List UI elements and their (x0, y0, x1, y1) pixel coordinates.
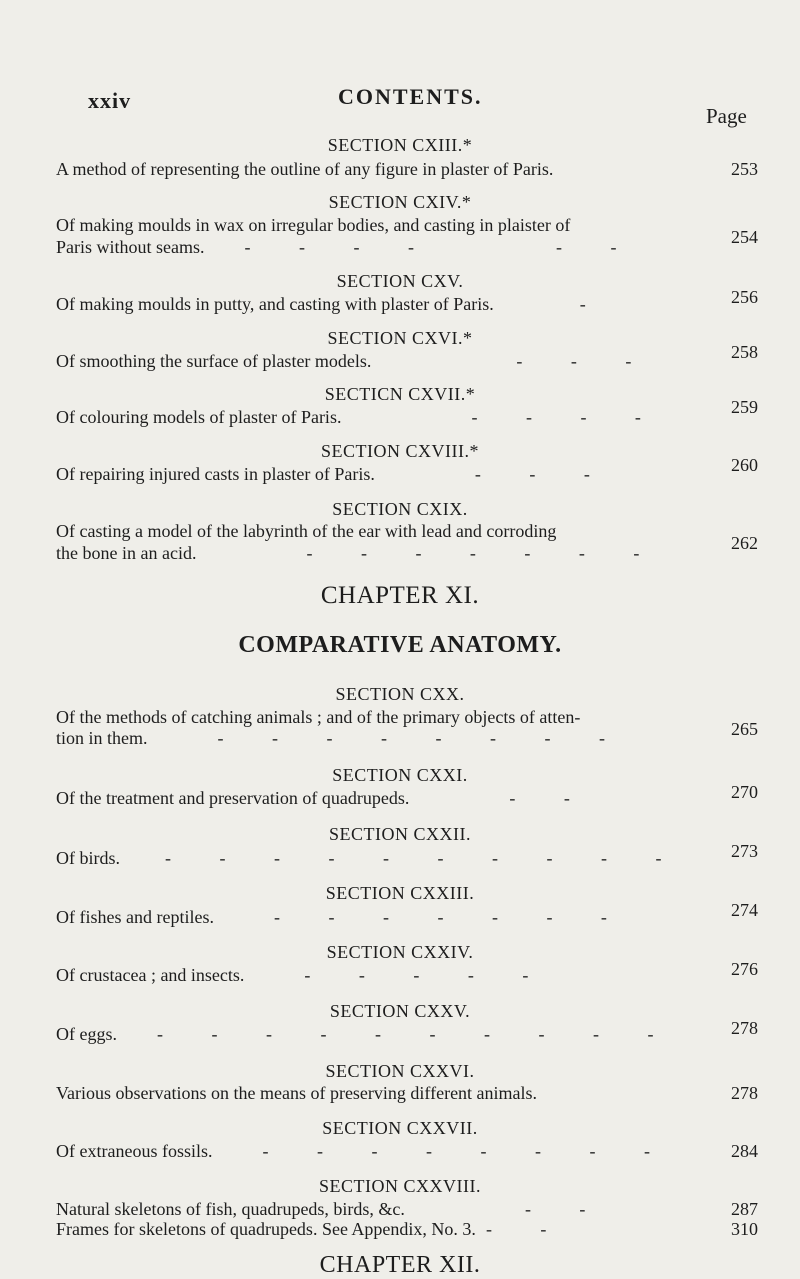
entry-page: 256 (731, 287, 758, 307)
entry-text: Of colouring models of plaster of Paris. - - - - (56, 407, 663, 427)
section-heading: SECTION CXV. (336, 271, 464, 291)
entry-text: Of making moulds in wax on irregular bodies, and casting in plaister of (56, 215, 571, 235)
section-heading: SECTION CXXIII. (325, 883, 475, 903)
entry-text: Frames for skeletons of quadrupeds. See Appendix, No. 3. - - (56, 1219, 569, 1239)
chapter-subtitle: COMPARATIVE ANATOMY. (238, 632, 562, 658)
entry-text: Of the treatment and preservation of quadrupeds. - - (56, 788, 592, 808)
entry-text: Of smoothing the surface of plaster models. - - - (56, 351, 654, 371)
entry-page: 270 (731, 782, 758, 802)
section-heading: SECTION CXX. (335, 684, 465, 704)
entry-text: Of birds. - - - - - - - - - - (56, 848, 684, 868)
entry-text: Of casting a model of the labyrinth of the ear with lead and corroding (56, 521, 557, 541)
section-heading: SECTION CXXII. (329, 824, 471, 844)
entry-page: 273 (731, 841, 758, 861)
entry-text: Of the methods of catching animals ; and of the primary objects of atten- (56, 707, 581, 727)
entry-text: tion in them. - - - - - - - - (56, 728, 627, 748)
entry-page: 253 (731, 159, 758, 179)
chapter-heading: CHAPTER XII. (319, 1252, 481, 1278)
entry-text: A method of representing the outline of any figure in plaster of Paris. (56, 159, 554, 179)
section-heading: SECTION CXVIII.* (321, 441, 479, 461)
entry-text: Of making moulds in putty, and casting with plaster of Paris. - (56, 294, 608, 314)
section-heading: SECTION CXXVI. (325, 1061, 475, 1081)
entry-text: Of extraneous fossils. - - - - - - - - (56, 1141, 672, 1161)
entry-page: 310 (731, 1219, 758, 1239)
entry-text: Of eggs. - - - - - - - - - - (56, 1024, 676, 1044)
section-heading: SECTION CXXVIII. (319, 1176, 481, 1196)
entry-page: 276 (731, 959, 758, 979)
entry-page: 287 (731, 1199, 758, 1219)
entry-text: the bone in an acid. - - - - - - - (56, 543, 662, 563)
entry-page: 265 (731, 719, 758, 739)
entry-page: 262 (731, 533, 758, 553)
page-title: CONTENTS. (338, 84, 483, 109)
entry-text: Of fishes and reptiles. - - - - - - - (56, 907, 629, 927)
page-number: xxiv (88, 88, 132, 113)
section-heading: SECTION CXIV.* (328, 192, 472, 212)
entry-page: 258 (731, 342, 758, 362)
entry-text: Paris without seams. - - - - - - (56, 237, 639, 257)
entry-page: 278 (731, 1018, 758, 1038)
section-heading: SECTION CXXI. (332, 765, 468, 785)
entry-page: 260 (731, 455, 758, 475)
entry-page: 274 (731, 900, 758, 920)
section-heading: SECTION CXXIV. (326, 942, 474, 962)
entry-page: 254 (731, 227, 758, 247)
entry-page: 278 (731, 1083, 758, 1103)
section-heading: SECTION CXVI.* (327, 328, 473, 348)
entry-text: Various observations on the means of preserving different animals. (56, 1083, 538, 1103)
entry-text: Of repairing injured casts in plaster of Paris. - - - (56, 464, 612, 484)
chapter-heading: CHAPTER XI. (320, 582, 480, 609)
section-heading: SECTION CXXVII. (322, 1118, 478, 1138)
entry-page: 259 (731, 397, 758, 417)
entry-text: Of crustacea ; and insects. - - - - - (56, 965, 551, 985)
entry-page: 284 (731, 1141, 758, 1161)
section-heading: SECTION CXXV. (329, 1001, 471, 1021)
section-heading: SECTION CXIII.* (327, 135, 473, 155)
page-column-label: Page (706, 104, 747, 128)
section-heading: SECTICN CXVII.* (324, 384, 476, 404)
section-heading: SECTION CXIX. (332, 499, 468, 519)
entry-text: Natural skeletons of fish, quadrupeds, birds, &c. - - (56, 1199, 608, 1219)
